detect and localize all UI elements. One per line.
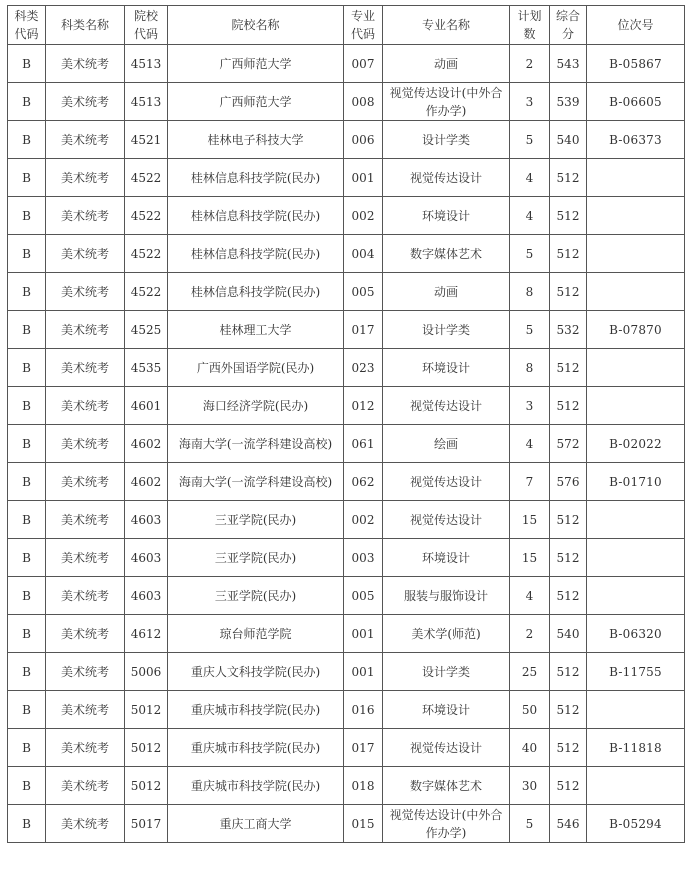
school-name-cell: 三亚学院(民办) bbox=[168, 501, 344, 539]
major-name-cell: 服装与服饰设计 bbox=[383, 577, 510, 615]
score-cell: 512 bbox=[550, 691, 587, 729]
ke-name-cell: 美术统考 bbox=[46, 349, 125, 387]
school-name-cell: 广西师范大学 bbox=[168, 83, 344, 121]
score-cell: 512 bbox=[550, 235, 587, 273]
major-code-cell: 017 bbox=[344, 729, 383, 767]
score-cell: 512 bbox=[550, 349, 587, 387]
header-text: 专业 bbox=[350, 9, 375, 23]
school-code-cell: 5012 bbox=[125, 729, 168, 767]
table-row bbox=[8, 805, 685, 843]
ke-name-cell: 美术统考 bbox=[46, 577, 125, 615]
school-name-cell: 海口经济学院(民办) bbox=[168, 387, 344, 425]
school-code-cell: 4522 bbox=[125, 235, 168, 273]
plan-cell: 5 bbox=[510, 805, 550, 843]
ke-name-cell: 美术统考 bbox=[46, 311, 125, 349]
ke-name-cell: 美术统考 bbox=[46, 159, 125, 197]
rank-cell: B-11818 bbox=[587, 729, 685, 767]
ke-code-cell: B bbox=[8, 235, 46, 273]
ke-code-cell: B bbox=[8, 805, 46, 843]
school-code-cell: 4603 bbox=[125, 577, 168, 615]
rank-cell bbox=[587, 349, 685, 387]
score-cell: 512 bbox=[550, 539, 587, 577]
header-school-code bbox=[125, 6, 168, 45]
ke-name-cell: 美术统考 bbox=[46, 767, 125, 805]
ke-code-cell: B bbox=[8, 45, 46, 83]
header-ke-code bbox=[8, 6, 46, 45]
plan-cell: 30 bbox=[510, 767, 550, 805]
table-row bbox=[8, 45, 685, 83]
school-code-cell: 5012 bbox=[125, 691, 168, 729]
school-name-cell: 桂林电子科技大学 bbox=[168, 121, 344, 159]
school-code-cell: 4612 bbox=[125, 615, 168, 653]
school-name-cell: 桂林理工大学 bbox=[168, 311, 344, 349]
header-text: 代码 bbox=[350, 27, 375, 41]
school-code-cell: 5017 bbox=[125, 805, 168, 843]
ke-name-cell: 美术统考 bbox=[46, 805, 125, 843]
school-name-cell: 重庆人文科技学院(民办) bbox=[168, 653, 344, 691]
table-row bbox=[8, 463, 685, 501]
ke-code-cell: B bbox=[8, 615, 46, 653]
header-text: 计划 bbox=[517, 9, 542, 23]
table-row bbox=[8, 653, 685, 691]
plan-cell: 8 bbox=[510, 273, 550, 311]
rank-cell: B-06320 bbox=[587, 615, 685, 653]
ke-code-cell: B bbox=[8, 387, 46, 425]
school-name-cell: 重庆城市科技学院(民办) bbox=[168, 729, 344, 767]
table-row bbox=[8, 159, 685, 197]
table-row bbox=[8, 539, 685, 577]
major-code-cell: 017 bbox=[344, 311, 383, 349]
major-code-cell: 005 bbox=[344, 273, 383, 311]
ke-code-cell: B bbox=[8, 653, 46, 691]
ke-code-cell: B bbox=[8, 577, 46, 615]
rank-cell bbox=[587, 273, 685, 311]
table-row bbox=[8, 235, 685, 273]
major-code-cell: 001 bbox=[344, 159, 383, 197]
major-name-cell: 美术学(师范) bbox=[383, 615, 510, 653]
plan-cell: 4 bbox=[510, 577, 550, 615]
school-name-cell: 三亚学院(民办) bbox=[168, 577, 344, 615]
header-score bbox=[550, 6, 587, 45]
major-code-cell: 016 bbox=[344, 691, 383, 729]
plan-cell: 3 bbox=[510, 387, 550, 425]
score-cell: 539 bbox=[550, 83, 587, 121]
header-text: 院校 bbox=[133, 9, 158, 23]
ke-code-cell: B bbox=[8, 463, 46, 501]
rank-cell bbox=[587, 159, 685, 197]
school-code-cell: 4603 bbox=[125, 501, 168, 539]
ke-name-cell: 美术统考 bbox=[46, 235, 125, 273]
school-name-cell: 广西师范大学 bbox=[168, 45, 344, 83]
major-name-cell: 视觉传达设计 bbox=[383, 159, 510, 197]
rank-cell: B-07870 bbox=[587, 311, 685, 349]
plan-cell: 2 bbox=[510, 615, 550, 653]
school-name-cell: 重庆城市科技学院(民办) bbox=[168, 767, 344, 805]
ke-code-cell: B bbox=[8, 539, 46, 577]
major-code-cell: 003 bbox=[344, 539, 383, 577]
rank-cell bbox=[587, 577, 685, 615]
score-cell: 540 bbox=[550, 121, 587, 159]
school-name-cell: 重庆工商大学 bbox=[168, 805, 344, 843]
major-name-cell: 视觉传达设计 bbox=[383, 729, 510, 767]
rank-cell: B-11755 bbox=[587, 653, 685, 691]
score-cell: 512 bbox=[550, 501, 587, 539]
major-code-cell: 006 bbox=[344, 121, 383, 159]
major-code-cell: 002 bbox=[344, 197, 383, 235]
header-text: 代码 bbox=[14, 27, 39, 41]
major-name-cell: 动画 bbox=[383, 273, 510, 311]
plan-cell: 2 bbox=[510, 45, 550, 83]
admission-table bbox=[7, 5, 685, 843]
rank-cell: B-05294 bbox=[587, 805, 685, 843]
major-name-cell: 数字媒体艺术 bbox=[383, 767, 510, 805]
header-major-name bbox=[383, 6, 510, 45]
ke-code-cell: B bbox=[8, 159, 46, 197]
header-text: 专业名称 bbox=[421, 18, 470, 32]
school-name-cell: 桂林信息科技学院(民办) bbox=[168, 273, 344, 311]
score-cell: 572 bbox=[550, 425, 587, 463]
major-code-cell: 002 bbox=[344, 501, 383, 539]
header-plan bbox=[510, 6, 550, 45]
admission-table-page bbox=[7, 5, 684, 843]
ke-name-cell: 美术统考 bbox=[46, 425, 125, 463]
major-code-cell: 004 bbox=[344, 235, 383, 273]
school-code-cell: 4522 bbox=[125, 197, 168, 235]
major-code-cell: 001 bbox=[344, 615, 383, 653]
score-cell: 512 bbox=[550, 159, 587, 197]
table-row bbox=[8, 273, 685, 311]
major-code-cell: 012 bbox=[344, 387, 383, 425]
header-ke-name bbox=[46, 6, 125, 45]
ke-name-cell: 美术统考 bbox=[46, 197, 125, 235]
header-text: 数 bbox=[523, 27, 536, 41]
header-rank bbox=[587, 6, 685, 45]
header-text: 代码 bbox=[133, 27, 158, 41]
school-name-cell: 桂林信息科技学院(民办) bbox=[168, 235, 344, 273]
major-name-cell: 视觉传达设计(中外合作办学) bbox=[383, 83, 510, 121]
ke-code-cell: B bbox=[8, 83, 46, 121]
score-cell: 512 bbox=[550, 729, 587, 767]
major-code-cell: 018 bbox=[344, 767, 383, 805]
ke-code-cell: B bbox=[8, 691, 46, 729]
header-text: 科类名称 bbox=[60, 18, 109, 32]
school-code-cell: 4601 bbox=[125, 387, 168, 425]
school-code-cell: 4602 bbox=[125, 425, 168, 463]
score-cell: 576 bbox=[550, 463, 587, 501]
rank-cell: B-01710 bbox=[587, 463, 685, 501]
major-name-cell: 环境设计 bbox=[383, 349, 510, 387]
rank-cell bbox=[587, 197, 685, 235]
ke-code-cell: B bbox=[8, 501, 46, 539]
ke-name-cell: 美术统考 bbox=[46, 501, 125, 539]
rank-cell: B-06605 bbox=[587, 83, 685, 121]
school-code-cell: 4525 bbox=[125, 311, 168, 349]
ke-name-cell: 美术统考 bbox=[46, 653, 125, 691]
school-code-cell: 4522 bbox=[125, 273, 168, 311]
school-code-cell: 4535 bbox=[125, 349, 168, 387]
major-name-cell: 环境设计 bbox=[383, 539, 510, 577]
school-name-cell: 广西外国语学院(民办) bbox=[168, 349, 344, 387]
major-code-cell: 008 bbox=[344, 83, 383, 121]
score-cell: 512 bbox=[550, 577, 587, 615]
ke-name-cell: 美术统考 bbox=[46, 615, 125, 653]
header-text: 综合 bbox=[555, 9, 580, 23]
major-code-cell: 023 bbox=[344, 349, 383, 387]
plan-cell: 5 bbox=[510, 311, 550, 349]
plan-cell: 3 bbox=[510, 83, 550, 121]
ke-name-cell: 美术统考 bbox=[46, 121, 125, 159]
plan-cell: 7 bbox=[510, 463, 550, 501]
score-cell: 512 bbox=[550, 653, 587, 691]
header-text: 院校名称 bbox=[231, 18, 280, 32]
score-cell: 512 bbox=[550, 387, 587, 425]
major-name-cell: 设计学类 bbox=[383, 121, 510, 159]
ke-code-cell: B bbox=[8, 273, 46, 311]
score-cell: 546 bbox=[550, 805, 587, 843]
school-name-cell: 海南大学(一流学科建设高校) bbox=[168, 425, 344, 463]
rank-cell bbox=[587, 539, 685, 577]
table-row bbox=[8, 729, 685, 767]
school-code-cell: 5006 bbox=[125, 653, 168, 691]
table-row bbox=[8, 387, 685, 425]
ke-name-cell: 美术统考 bbox=[46, 273, 125, 311]
school-name-cell: 桂林信息科技学院(民办) bbox=[168, 197, 344, 235]
major-name-cell: 视觉传达设计(中外合作办学) bbox=[383, 805, 510, 843]
table-row bbox=[8, 197, 685, 235]
school-code-cell: 5012 bbox=[125, 767, 168, 805]
score-cell: 543 bbox=[550, 45, 587, 83]
ke-code-cell: B bbox=[8, 197, 46, 235]
table-row bbox=[8, 615, 685, 653]
major-name-cell: 设计学类 bbox=[383, 653, 510, 691]
table-row bbox=[8, 311, 685, 349]
major-code-cell: 005 bbox=[344, 577, 383, 615]
plan-cell: 4 bbox=[510, 425, 550, 463]
score-cell: 512 bbox=[550, 767, 587, 805]
major-name-cell: 环境设计 bbox=[383, 691, 510, 729]
plan-cell: 5 bbox=[510, 121, 550, 159]
major-name-cell: 绘画 bbox=[383, 425, 510, 463]
ke-name-cell: 美术统考 bbox=[46, 83, 125, 121]
header-text: 位次号 bbox=[617, 18, 654, 32]
school-code-cell: 4603 bbox=[125, 539, 168, 577]
rank-cell: B-05867 bbox=[587, 45, 685, 83]
rank-cell: B-02022 bbox=[587, 425, 685, 463]
plan-cell: 40 bbox=[510, 729, 550, 767]
table-row bbox=[8, 501, 685, 539]
plan-cell: 5 bbox=[510, 235, 550, 273]
major-code-cell: 062 bbox=[344, 463, 383, 501]
plan-cell: 8 bbox=[510, 349, 550, 387]
table-row bbox=[8, 121, 685, 159]
plan-cell: 15 bbox=[510, 539, 550, 577]
major-code-cell: 061 bbox=[344, 425, 383, 463]
rank-cell bbox=[587, 691, 685, 729]
school-code-cell: 4602 bbox=[125, 463, 168, 501]
ke-name-cell: 美术统考 bbox=[46, 45, 125, 83]
ke-name-cell: 美术统考 bbox=[46, 463, 125, 501]
school-name-cell: 海南大学(一流学科建设高校) bbox=[168, 463, 344, 501]
ke-code-cell: B bbox=[8, 349, 46, 387]
major-name-cell: 视觉传达设计 bbox=[383, 501, 510, 539]
major-name-cell: 视觉传达设计 bbox=[383, 463, 510, 501]
plan-cell: 4 bbox=[510, 159, 550, 197]
rank-cell bbox=[587, 387, 685, 425]
score-cell: 512 bbox=[550, 197, 587, 235]
ke-name-cell: 美术统考 bbox=[46, 539, 125, 577]
major-code-cell: 001 bbox=[344, 653, 383, 691]
table-header-row bbox=[8, 6, 685, 45]
school-code-cell: 4522 bbox=[125, 159, 168, 197]
major-code-cell: 015 bbox=[344, 805, 383, 843]
header-text: 分 bbox=[561, 27, 574, 41]
ke-name-cell: 美术统考 bbox=[46, 691, 125, 729]
ke-code-cell: B bbox=[8, 767, 46, 805]
plan-cell: 25 bbox=[510, 653, 550, 691]
score-cell: 540 bbox=[550, 615, 587, 653]
table-row bbox=[8, 691, 685, 729]
header-text: 科类 bbox=[14, 9, 39, 23]
table-row bbox=[8, 577, 685, 615]
ke-code-cell: B bbox=[8, 425, 46, 463]
score-cell: 532 bbox=[550, 311, 587, 349]
table-row bbox=[8, 349, 685, 387]
table-row bbox=[8, 83, 685, 121]
school-code-cell: 4513 bbox=[125, 83, 168, 121]
header-major-code bbox=[344, 6, 383, 45]
major-code-cell: 007 bbox=[344, 45, 383, 83]
table-row bbox=[8, 425, 685, 463]
ke-code-cell: B bbox=[8, 729, 46, 767]
ke-code-cell: B bbox=[8, 311, 46, 349]
rank-cell bbox=[587, 501, 685, 539]
major-name-cell: 数字媒体艺术 bbox=[383, 235, 510, 273]
table-row bbox=[8, 767, 685, 805]
table-body bbox=[8, 45, 685, 843]
school-name-cell: 重庆城市科技学院(民办) bbox=[168, 691, 344, 729]
plan-cell: 4 bbox=[510, 197, 550, 235]
school-name-cell: 桂林信息科技学院(民办) bbox=[168, 159, 344, 197]
major-name-cell: 动画 bbox=[383, 45, 510, 83]
ke-name-cell: 美术统考 bbox=[46, 387, 125, 425]
rank-cell bbox=[587, 767, 685, 805]
major-name-cell: 视觉传达设计 bbox=[383, 387, 510, 425]
header-school-name bbox=[168, 6, 344, 45]
rank-cell bbox=[587, 235, 685, 273]
major-name-cell: 环境设计 bbox=[383, 197, 510, 235]
ke-code-cell: B bbox=[8, 121, 46, 159]
ke-name-cell: 美术统考 bbox=[46, 729, 125, 767]
plan-cell: 50 bbox=[510, 691, 550, 729]
school-name-cell: 琼台师范学院 bbox=[168, 615, 344, 653]
school-name-cell: 三亚学院(民办) bbox=[168, 539, 344, 577]
school-code-cell: 4521 bbox=[125, 121, 168, 159]
plan-cell: 15 bbox=[510, 501, 550, 539]
score-cell: 512 bbox=[550, 273, 587, 311]
rank-cell: B-06373 bbox=[587, 121, 685, 159]
major-name-cell: 设计学类 bbox=[383, 311, 510, 349]
school-code-cell: 4513 bbox=[125, 45, 168, 83]
